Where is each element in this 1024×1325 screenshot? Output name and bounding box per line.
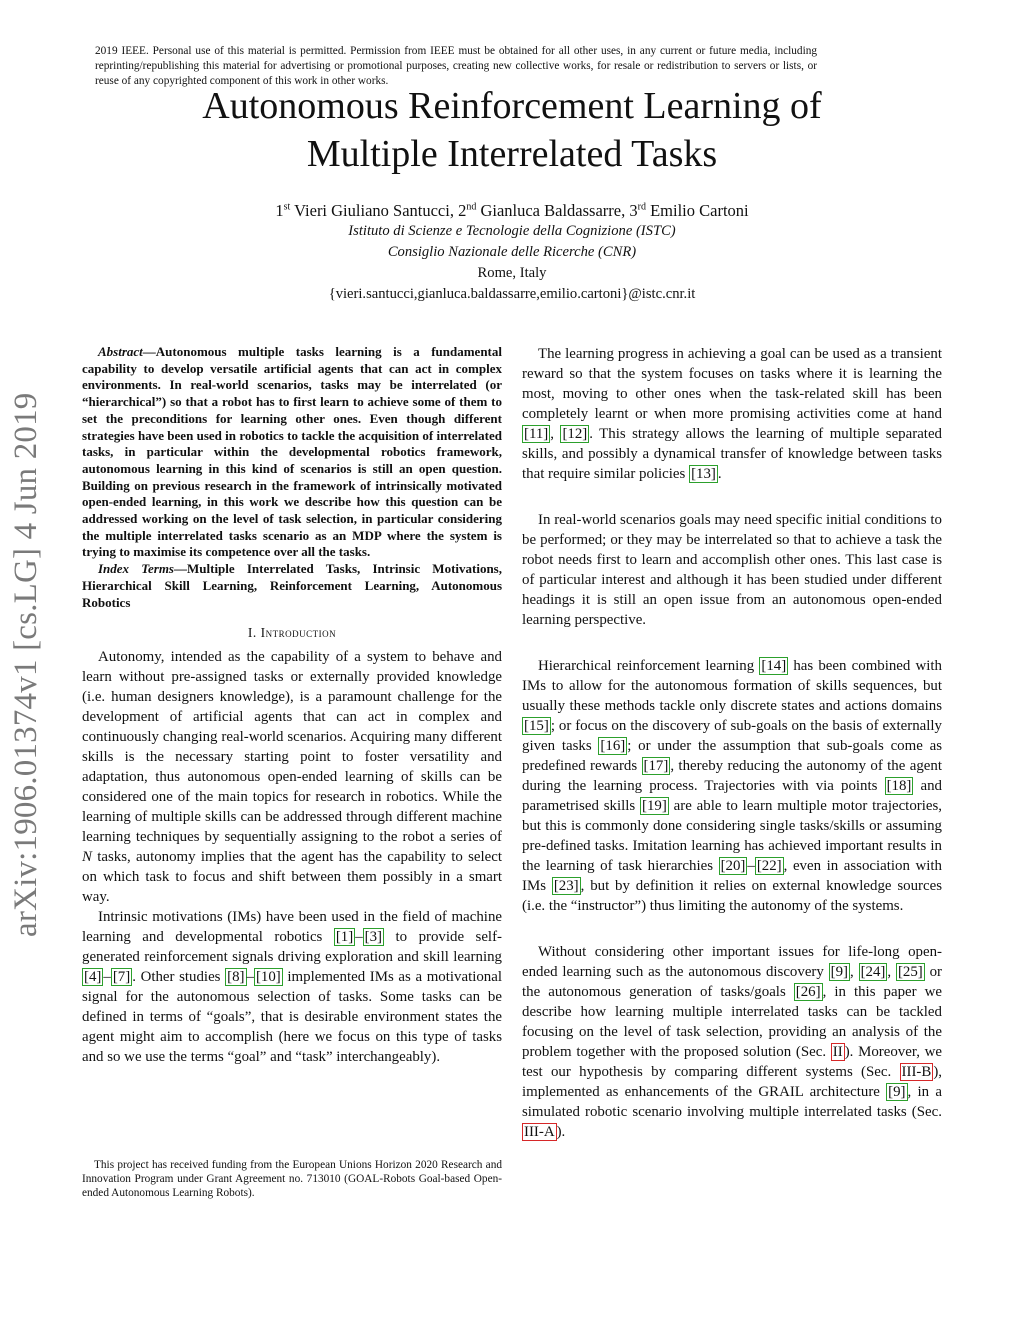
right-paragraph-2: In real-world scenarios goals may need specific initial conditions to be performed; or they may be interrelated so that to achieve a task the robot needs first to learn and accomplish other ones. This last case is of particular interest and although it has been studied under different headings it is still an open issue from an autonomous open-ended learning perspective.: [522, 512, 942, 628]
citation-link[interactable]: [17]: [643, 758, 669, 774]
right-column: [522, 344, 942, 1142]
index-terms-label: Index Terms: [98, 561, 174, 577]
citation-link[interactable]: [14]: [761, 658, 787, 674]
left-column: [82, 344, 502, 1067]
affiliation-2: Consiglio Nazionale delle Ricerche (CNR): [387, 244, 637, 260]
citation-link[interactable]: [22]: [756, 858, 782, 874]
citation-link[interactable]: [23]: [553, 878, 579, 894]
author-2: Gianluca Baldassarre,: [480, 201, 626, 220]
citation-link[interactable]: [16]: [600, 738, 626, 754]
citation-link[interactable]: [10]: [255, 969, 281, 986]
right-paragraph-4: Without considering other important issues for life-long open-ended learning such as the autonomous discovery [9] , [24] , [25] or the autonomous generation of tasks/goals [26] , in this paper we describe how learning multiple interrelated tasks can be tackled focusing on the level of task selection, providing an analysis of the problem together with the proposed solution (Sec. II ). Moreover, we test our hypothesis by comparing different systems (Sec. III-B ), implemented as enhancements of the GRAIL architecture [9] , in a simulated robotic scenario involving multiple interrelated tasks (Sec. III-A ).: [522, 944, 942, 1140]
section-title: Introduction: [260, 625, 337, 641]
citation-link[interactable]: [15]: [524, 718, 549, 734]
abstract: [82, 344, 502, 561]
section-link[interactable]: II: [832, 1044, 843, 1060]
author-1: Vieri Giuliano Santucci,: [294, 201, 454, 220]
author-email[interactable]: {vieri.santucci,gianluca.baldassarre,emilio.cartoni}@istc.cnr.it: [328, 286, 696, 302]
citation-link[interactable]: [24]: [860, 964, 886, 980]
right-paragraph-1: The learning progress in achieving a goal can be used as a transient reward so that the system focuses on tasks where it is learning the most, moving to other ones when the task-related skill has been completely learnt or when more promising activities come at hand [11] , [12] . This strategy allows the learning of multiple separated skills, and possibly a dynamical transfer of knowledge between tasks that require similar policies [13] .: [522, 346, 942, 482]
arxiv-identifier[interactable]: arXiv:1906.01374v1 [cs.LG] 4 Jun 2019: [8, 392, 44, 937]
funding-footnote: This project has received funding from the European Unions Horizon 2020 Research and Innovation Program under Grant Agreement no. 713010 (GOAL-Robots Goal-based Open-ended Autonomous Learning Robots).: [82, 1159, 502, 1200]
citation-link[interactable]: [3]: [364, 929, 383, 946]
paper-title: [60, 82, 964, 178]
section-link[interactable]: III-B: [901, 1064, 932, 1080]
index-terms: [82, 561, 502, 611]
citation-link[interactable]: [8]: [227, 969, 245, 986]
citation-link[interactable]: [1]: [335, 929, 354, 946]
citation-link[interactable]: [18]: [886, 778, 912, 794]
index-terms-text: —Multiple Interrelated Tasks, Intrinsic Motivations, Hierarchical Skill Learning, Reinforcement Learning, Autonomous Robotics: [82, 561, 502, 610]
title-line-1: Autonomous Reinforcement Learning of: [202, 85, 822, 127]
citation-link[interactable]: [7]: [112, 969, 131, 986]
citation-link[interactable]: [25]: [897, 964, 923, 980]
intro-paragraph-2: Intrinsic motivations (IMs) have been used in the field of machine learning and developmental robotics [1] – [3] to provide self-generated reinforcement signals driving exploration and skill learning [4] – [7] . Other studies [8] – [10] implemented IMs as a motivational signal for the autonomous selection of tasks. Some tasks can be defined in terms of “goals”, that is desirable environment states the agent might aim to accomplish (here we focus on this type of tasks and so we use the terms “goal” and “task” interchangeably).: [82, 909, 502, 1066]
citation-link[interactable]: [19]: [642, 798, 667, 814]
citation-link[interactable]: [12]: [562, 426, 588, 442]
section-link[interactable]: III-A: [524, 1124, 555, 1140]
author-names: 1st Vieri Giuliano Santucci, 2nd Gianluca Baldassarre, 3rd Emilio Cartoni: [275, 201, 749, 220]
citation-link[interactable]: [26]: [795, 984, 821, 1000]
copyright-notice: 2019 IEEE. Personal use of this material is permitted. Permission from IEEE must be obtained for all other uses, in any current or future media, including reprinting/republishing this material for advertising or promotional purposes, creating new collective works, for resale or redistribution to servers or lists, or reuse of any copyrighted component of this work in other works.: [95, 45, 817, 87]
citation-link[interactable]: [11]: [524, 426, 549, 442]
section-heading: I. Introduction: [247, 625, 337, 641]
abstract-label: Abstract: [98, 344, 143, 359]
affiliation-1: Istituto di Scienze e Tecnologie della Cognizione (ISTC): [348, 223, 676, 239]
arxiv-sidebar: [0, 352, 60, 952]
author-3: Emilio Cartoni: [650, 201, 749, 220]
citation-link[interactable]: [9]: [830, 964, 849, 980]
citation-link[interactable]: [9]: [888, 1084, 906, 1100]
intro-paragraph-1: Autonomy, intended as the capability of a system to behave and learn without pre-assigned tasks or externally provided knowledge (i.e. human designers knowledge), is a paramount challenge for the development of artificial agents that can act in complex and continuously changing real-world scenarios. Acquiring many different skills is the necessary starting point to foster versatility and adaptation, thus autonomous open-ended learning of skills can be considered one of the main topics for research in robotics. While the learning of multiple skills can be addressed through different machine learning techniques by sequentially assigning to the robot a series of N tasks, autonomy implies that the agent has the capability to select on which task to focus and shift between them possibly in a smart way.: [82, 649, 502, 906]
right-paragraph-3: Hierarchical reinforcement learning [14] has been combined with IMs to allow for the autonomous formation of skills sequences, but usually these methods tackle only discrete states and actions domains [15] ; or focus on the discovery of sub-goals on the basis of externally given tasks [16] ; or under the assumption that sub-goals come as predefined rewards [17] , thereby reducing the autonomy of the agent during the learning process. Trajectories with via points [18] and parametrised skills [19] are able to learn multiple motor trajectories, but this is commonly done considering single tasks/skills or assuming pre-defined tasks. Imitation learning has achieved important results in the learning of task hierarchies [20] – [22] , even in association with IMs [23] , but by definition it relies on external knowledge sources (i.e. the “instructor”) thus limiting the autonomy of the systems.: [522, 658, 942, 914]
affiliation-city: Rome, Italy: [477, 265, 547, 281]
citation-link[interactable]: [4]: [84, 969, 102, 986]
title-line-2: Multiple Interrelated Tasks: [306, 133, 718, 175]
abstract-text: —Autonomous multiple tasks learning is a fundamental capability to develop versatile artificial agents that can act in complex environments. In real-world scenarios, tasks may be interrelated (or “hierarchical”) so that a robot has to first learn to achieve some of them to set the preconditions for learning other ones. Even though different strategies have been used in robotics to tackle the acquisition of interrelated tasks, in particular within the developmental robotics framework, autonomous learning in this kind of scenarios is still an open question. Building on previous research in the framework of intrinsically motivated open-ended learning, in this work we describe how this question can be addressed working on the level of task selection, in particular considering the multiple interrelated tasks scenario as an MDP where the system is trying to maximise its competence over all the tasks.: [82, 344, 502, 560]
citation-link[interactable]: [20]: [720, 858, 746, 874]
author-block: [60, 200, 964, 305]
citation-link[interactable]: [13]: [691, 466, 716, 482]
